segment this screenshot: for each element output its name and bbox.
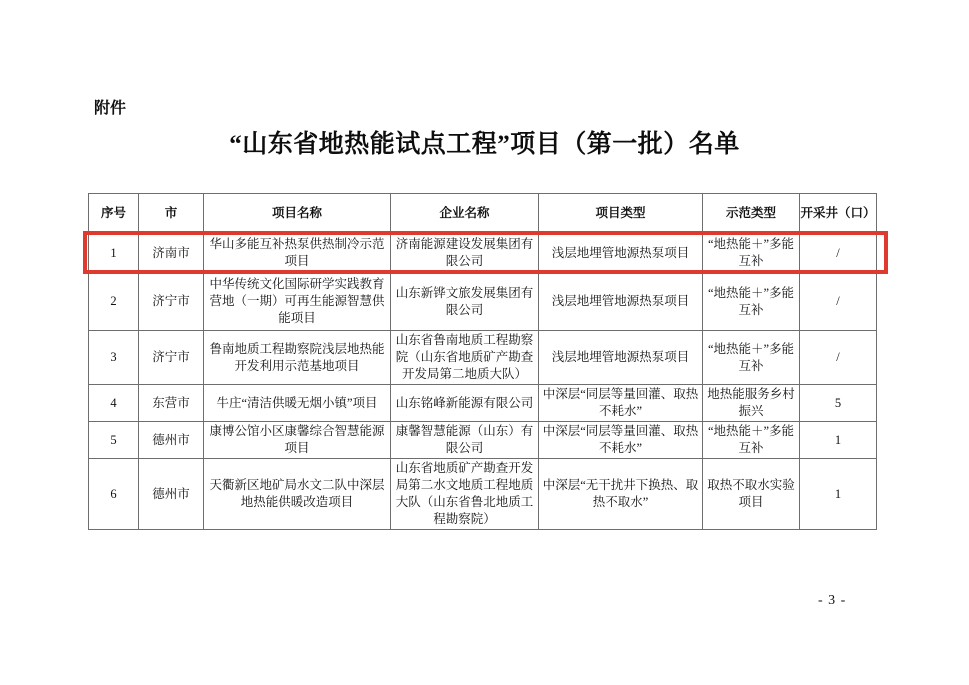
cell-city: 东营市 — [139, 385, 204, 422]
cell-city: 济宁市 — [139, 331, 204, 385]
cell-company-name: 山东省地质矿产勘查开发局第二水文地质工程地质大队（山东省鲁北地质工程勘察院） — [391, 459, 539, 530]
cell-serial: 5 — [89, 422, 139, 459]
cell-demo-type: “地热能＋”多能互补 — [703, 331, 800, 385]
cell-serial: 6 — [89, 459, 139, 530]
cell-demo-type: 地热能服务乡村振兴 — [703, 385, 800, 422]
cell-wells: 1 — [800, 422, 877, 459]
cell-project-type: 中深层“无干扰井下换热、取热不取水” — [539, 459, 703, 530]
page-title: “山东省地热能试点工程”项目（第一批）名单 — [229, 131, 740, 158]
cell-serial: 2 — [89, 273, 139, 331]
header-company-name: 企业名称 — [391, 194, 539, 234]
page-number: - 3 - — [818, 593, 847, 608]
cell-demo-type: “地热能＋”多能互补 — [703, 273, 800, 331]
cell-demo-type: 取热不取水实验项目 — [703, 459, 800, 530]
cell-city: 济宁市 — [139, 273, 204, 331]
cell-project-name: 牛庄“清洁供暖无烟小镇”项目 — [204, 385, 391, 422]
attachment-label: 附件 — [94, 100, 127, 117]
cell-project-type: 浅层地埋管地源热泵项目 — [539, 234, 703, 273]
cell-wells: 1 — [800, 459, 877, 530]
cell-project-name: 华山多能互补热泵供热制冷示范项目 — [204, 234, 391, 273]
cell-serial: 3 — [89, 331, 139, 385]
projects-table — [88, 193, 877, 530]
cell-serial: 4 — [89, 385, 139, 422]
header-serial: 序号 — [89, 194, 139, 234]
cell-wells: / — [800, 273, 877, 331]
cell-demo-type: “地热能＋”多能互补 — [703, 422, 800, 459]
cell-project-type: 浅层地埋管地源热泵项目 — [539, 331, 703, 385]
cell-project-name: 天衢新区地矿局水文二队中深层地热能供暖改造项目 — [204, 459, 391, 530]
table-row — [89, 234, 877, 273]
cell-project-type: 浅层地埋管地源热泵项目 — [539, 273, 703, 331]
header-city: 市 — [139, 194, 204, 234]
cell-company-name: 山东新铧文旅发展集团有限公司 — [391, 273, 539, 331]
cell-wells: / — [800, 331, 877, 385]
header-project-type: 项目类型 — [539, 194, 703, 234]
cell-city: 德州市 — [139, 459, 204, 530]
header-demo-type: 示范类型 — [703, 194, 800, 234]
cell-project-name: 中华传统文化国际研学实践教育营地（一期）可再生能源智慧供能项目 — [204, 273, 391, 331]
cell-company-name: 山东省鲁南地质工程勘察院（山东省地质矿产勘查开发局第二地质大队） — [391, 331, 539, 385]
header-wells: 开采井（口） — [800, 194, 877, 234]
cell-project-name: 鲁南地质工程勘察院浅层地热能开发利用示范基地项目 — [204, 331, 391, 385]
header-project-name: 项目名称 — [204, 194, 391, 234]
cell-company-name: 济南能源建设发展集团有限公司 — [391, 234, 539, 273]
table-row — [89, 422, 877, 459]
table-row — [89, 273, 877, 331]
cell-wells: / — [800, 234, 877, 273]
table-row — [89, 331, 877, 385]
cell-company-name: 康馨智慧能源（山东）有限公司 — [391, 422, 539, 459]
cell-project-type: 中深层“同层等量回灌、取热不耗水” — [539, 385, 703, 422]
cell-company-name: 山东铭峰新能源有限公司 — [391, 385, 539, 422]
cell-serial: 1 — [89, 234, 139, 273]
cell-project-name: 康博公馆小区康馨综合智慧能源项目 — [204, 422, 391, 459]
table-row — [89, 459, 877, 530]
table-row — [89, 385, 877, 422]
cell-city: 德州市 — [139, 422, 204, 459]
cell-demo-type: “地热能＋”多能互补 — [703, 234, 800, 273]
cell-project-type: 中深层“同层等量回灌、取热不耗水” — [539, 422, 703, 459]
cell-city: 济南市 — [139, 234, 204, 273]
cell-wells: 5 — [800, 385, 877, 422]
table-header-row — [89, 194, 877, 234]
